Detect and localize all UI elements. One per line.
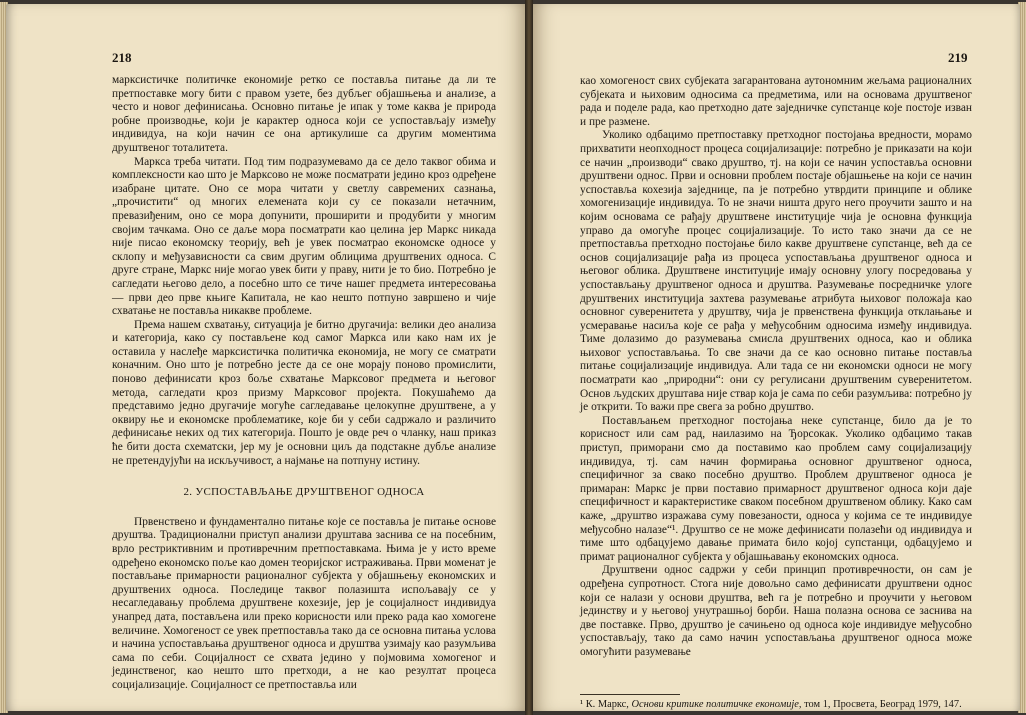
paragraph: Друштвени однос садржи у себи принцип противречности, он сам је одређена супротност. Стога није довољно само дефинисати друштвени однос који се налази у основи друштва, већ га је потребно и проучити у његовом јединству и у његовој унутрашњој борби. Наша полазна основа се заснива на две поставке. Прво, друштво је сачињено од односа које индивидуе међусобно успостављају, тако да само начин успостављања друштвеног односа може омогућити разумевање bbox=[580, 564, 972, 658]
page-number-right: 219 bbox=[948, 50, 968, 65]
paragraph: Првенствено и фундаментално питање које се поставља је питање основе друштва. Традиционални приступ анализи друштава заснива се на посебним, врло рестриктивним и противречним претпоставкама. Њима је у исто време одређено економско поље као домен теоријског истраживања. Први моменат је постављање примарности рационалног субјекта у објашњењу економских и друштвених односа. Последице таквог полазишта испољавају се у несагледавању проблема друштвене кохезије, јер је социјалност индивидуа унапред дата, постављена или преко корисности или преко рада као хомогене величине. Хомогеност се увек претпоставља тако да се основна питања услова и начина успостављања друштвеног односа и друштва узимају као разумљива сама по себи. Социјалност се схвата једино у појмовима хомогеног и јединственог, као нешто што претходи, а не као резултат процеса социјализације. Социјалност се претпоставља или bbox=[112, 515, 496, 691]
paragraph: марксистичке политичке економије ретко се поставља питање да ли те претпоставке могу бити с правом узете, без дубљег објашњења и анализе, а често и новог дефинисања. Основно питање је ипак у томе каква је природа робне производње, који је карактер односа који се успостављају између индивидуа, на који начин се она артикулише са другим моментима друштвеног тоталитета. bbox=[112, 74, 496, 154]
paragraph: као хомогеност свих субјеката загарантована аутономним жељама рационалних субјеката и њиховим односима са предметима, или на основама друштвеног рада и поделе рада, као претходно дате заједничке супстанце које постоје изван и пре размене. bbox=[580, 75, 972, 128]
footnote-rule bbox=[580, 694, 680, 695]
paragraph: Маркса треба читати. Под тим подразумевамо да се дело таквог обима и комплексности као што је Марксово не може посматрати једино кроз одређене изабране цитате. Оно се мора читати у светлу савремених сазнања, „прочистити“ од многих елемената који су се показали нетачним, превазиђеним, оно се мора допунити, проширити и продубити у многим својим тачкама. Оно се даље мора посматрати као целина јер Маркс никада није писао економску теорију, већ је увек посматрао економске односе у склопу и међузависности са свим другим облицима друштвених односа. С друге стране, Маркс није могао увек бити у праву, нити је то био. Потребно је сагледати његово дело, а посебно што се тиче нашег предмета интересовања — први део прве књиге Капитала, не као нешто потпуно завршено и чије схватање не поставља никакве проблеме. bbox=[112, 155, 496, 318]
paragraph: Постављањем претходног постојања неке супстанце, било да је то корисност или сам рад, наилазимо на Ђорсокак. Уколико одбацимо такав приступ, приморани смо да поставимо као проблем саму социјализацију индивидуа, тј. сам начин формирања основног друштвеног односа, специфичног за свако посебно друштво. Проблем друштвеног односа је примаран: Маркс је први поставио примарност друштвеног односа који даје специфичност и карактеристике сваком посебном друштвеном облику. Како сам каже, „друштво изражава суму повезаности, односа у којима се те индивидуе међусобно налазе“¹. Друштво се не може дефинисати полазећи од индивидуа и тиме што одбацујемо давање примата било којој супстанци, одбацујемо и примат рационалног субјекта у објашњавању економских односа. bbox=[580, 414, 972, 563]
footnote-title: Основи критике политичке економије, bbox=[631, 698, 802, 710]
right-page bbox=[530, 4, 1020, 711]
page-number-left: 218 bbox=[112, 50, 132, 65]
footnote-prefix: ¹ К. Маркс, bbox=[580, 698, 629, 710]
footnote-rest: том 1, Просвета, Београд 1979, 147. bbox=[804, 698, 962, 710]
book-gutter bbox=[525, 0, 533, 715]
left-page bbox=[6, 4, 528, 711]
paragraph: Уколико одбацимо претпоставку претходног постојања вредности, морамо прихватити неопходност процеса социјализације: потребно је приказати на који се начин „производи“ свако друштво, тј. на који се начин успоставља основни друштвени однос. Први и основни проблем постаје објашњење на који се начин успоставља кохезија заједнице, па је потребно утврдити принципе и облике хомогенизације индивидуа. То не значи ништа друго него проучити зашто и на којим основама се рађају друштвене институције чија је основна функција управо да омогуће процес социјализације. То исто тако значи да се не претпоставља претходно постојање било какве друштвене супстанце, већ да се основ социјализације рађа из процеса успостављања друштвеног односа и његовог облика. Друштвене институције имају основну улогу посредовања у успостављању друштвеног односа и друштва. Разумевање посредничке улоге друштвених институција захтева разумевање атрибута њиховог положаја као основног суверенитета у друштву, чија је првенствена функција отклањање и усмеравање насиља које се рађа у међусобним односима између индивидуа. Тиме долазимо до разумевања смисла друштвених односа, као и облика њиховог успостављања. То све значи да се као основно питање поставља питање социјализације индивидуа. Али тада се ни економски односи не могу посматрати као „природни“: они су регулисани друштвеним суверенитетом. Основ људских друштава није ствар која је сама по себи разумљива: потребно ју је открити. То важи пре свега за робно друштво. bbox=[580, 129, 972, 414]
paragraph: Према нашем схватању, ситуација је битно другачија: велики део анализа и категорија, како су постављене код самог Маркса или како нам их је оставила у наслеђе марксистичка политичка економија, не могу се сматрати коначним. Оно што је потребно јесте да се оне морају поново промислити, поново дефинисати кроз боље схватање Марксовог предмета и његовог метода, сагледати кроз призму Марксовог пројекта. Покушаћемо да представимо једно другачије могуће сагледавање целокупне друштвене, а у оквиру ње и економске проблематике, које би у себи садржало и различито дефинисање неких од тих категорија. Пошто је овде реч о чланку, наш приказ ће бити доста схематски, јер му је основни циљ да подстакне дубље анализе не претендујући на искључивост, а најмање на потпуну истину. bbox=[112, 318, 496, 467]
right-page-body bbox=[580, 75, 972, 711]
footnote bbox=[580, 699, 972, 711]
left-page-body bbox=[112, 74, 496, 693]
section-heading: 2. УСПОСТАВЉАЊЕ ДРУШТВЕНОГ ОДНОСА bbox=[183, 486, 425, 499]
